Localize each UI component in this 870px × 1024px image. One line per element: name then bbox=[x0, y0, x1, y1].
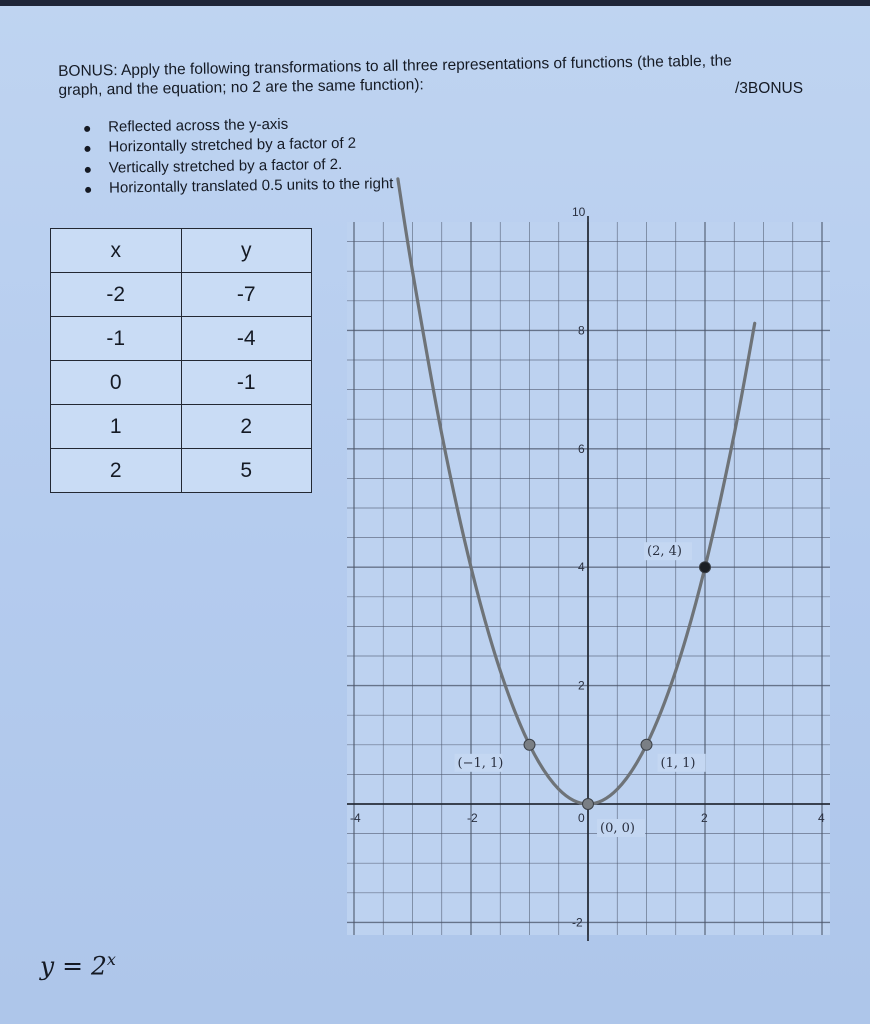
table-cell-y: -7 bbox=[181, 273, 312, 317]
graph-point bbox=[583, 799, 594, 810]
table-cell-y: -1 bbox=[181, 361, 312, 405]
table-header-x: x bbox=[51, 229, 182, 273]
table-cell-y: 2 bbox=[181, 405, 312, 449]
table-cell-x: -1 bbox=[51, 317, 182, 361]
x-tick-label: 0 bbox=[578, 811, 585, 825]
table-cell-x: 1 bbox=[51, 405, 182, 449]
transformation-item: Reflected across the y-axis bbox=[82, 113, 393, 138]
table-cell-y: 5 bbox=[181, 449, 312, 493]
transformation-item: Horizontally stretched by a factor of 2 bbox=[82, 133, 393, 158]
equation-exponent: x bbox=[106, 950, 116, 969]
y-tick-label: 6 bbox=[578, 441, 585, 456]
bonus-instructions: BONUS: Apply the following transformations to all three representations of functions (the table, the graph, and the equation; no 2 are the same function): bbox=[58, 52, 732, 99]
table-header-y: y bbox=[181, 229, 312, 273]
point-label: (0, 0) bbox=[600, 821, 635, 836]
x-tick-label: 2 bbox=[701, 811, 708, 825]
transformation-item: Vertically stretched by a factor of 2. bbox=[83, 154, 394, 179]
x-tick-label: -2 bbox=[467, 811, 478, 825]
y-tick-label: 10 bbox=[572, 205, 586, 219]
graph-point bbox=[641, 739, 652, 750]
y-tick-label: 8 bbox=[578, 323, 585, 338]
transformation-item: Horizontally translated 0.5 units to the right bbox=[83, 174, 394, 199]
table-cell-x: 2 bbox=[51, 449, 182, 493]
y-tick-label: -2 bbox=[572, 915, 583, 930]
table-cell-x: 0 bbox=[51, 361, 182, 405]
function-equation bbox=[40, 950, 116, 980]
x-tick-label: 4 bbox=[818, 811, 825, 825]
x-tick-label: -4 bbox=[350, 811, 361, 825]
y-tick-label: 2 bbox=[578, 678, 585, 693]
graph-point bbox=[524, 739, 535, 750]
graph-point bbox=[700, 562, 711, 573]
point-label: (2, 4) bbox=[647, 544, 682, 560]
equation-base: y = 2 bbox=[40, 951, 107, 981]
point-label: (1, 1) bbox=[660, 755, 696, 771]
table-cell-y: -4 bbox=[181, 317, 312, 361]
bonus-score: /3BONUS bbox=[735, 80, 804, 97]
y-tick-label: 4 bbox=[578, 560, 585, 575]
point-label: (−1, 1) bbox=[457, 755, 504, 771]
table-cell-x: -2 bbox=[51, 273, 182, 317]
